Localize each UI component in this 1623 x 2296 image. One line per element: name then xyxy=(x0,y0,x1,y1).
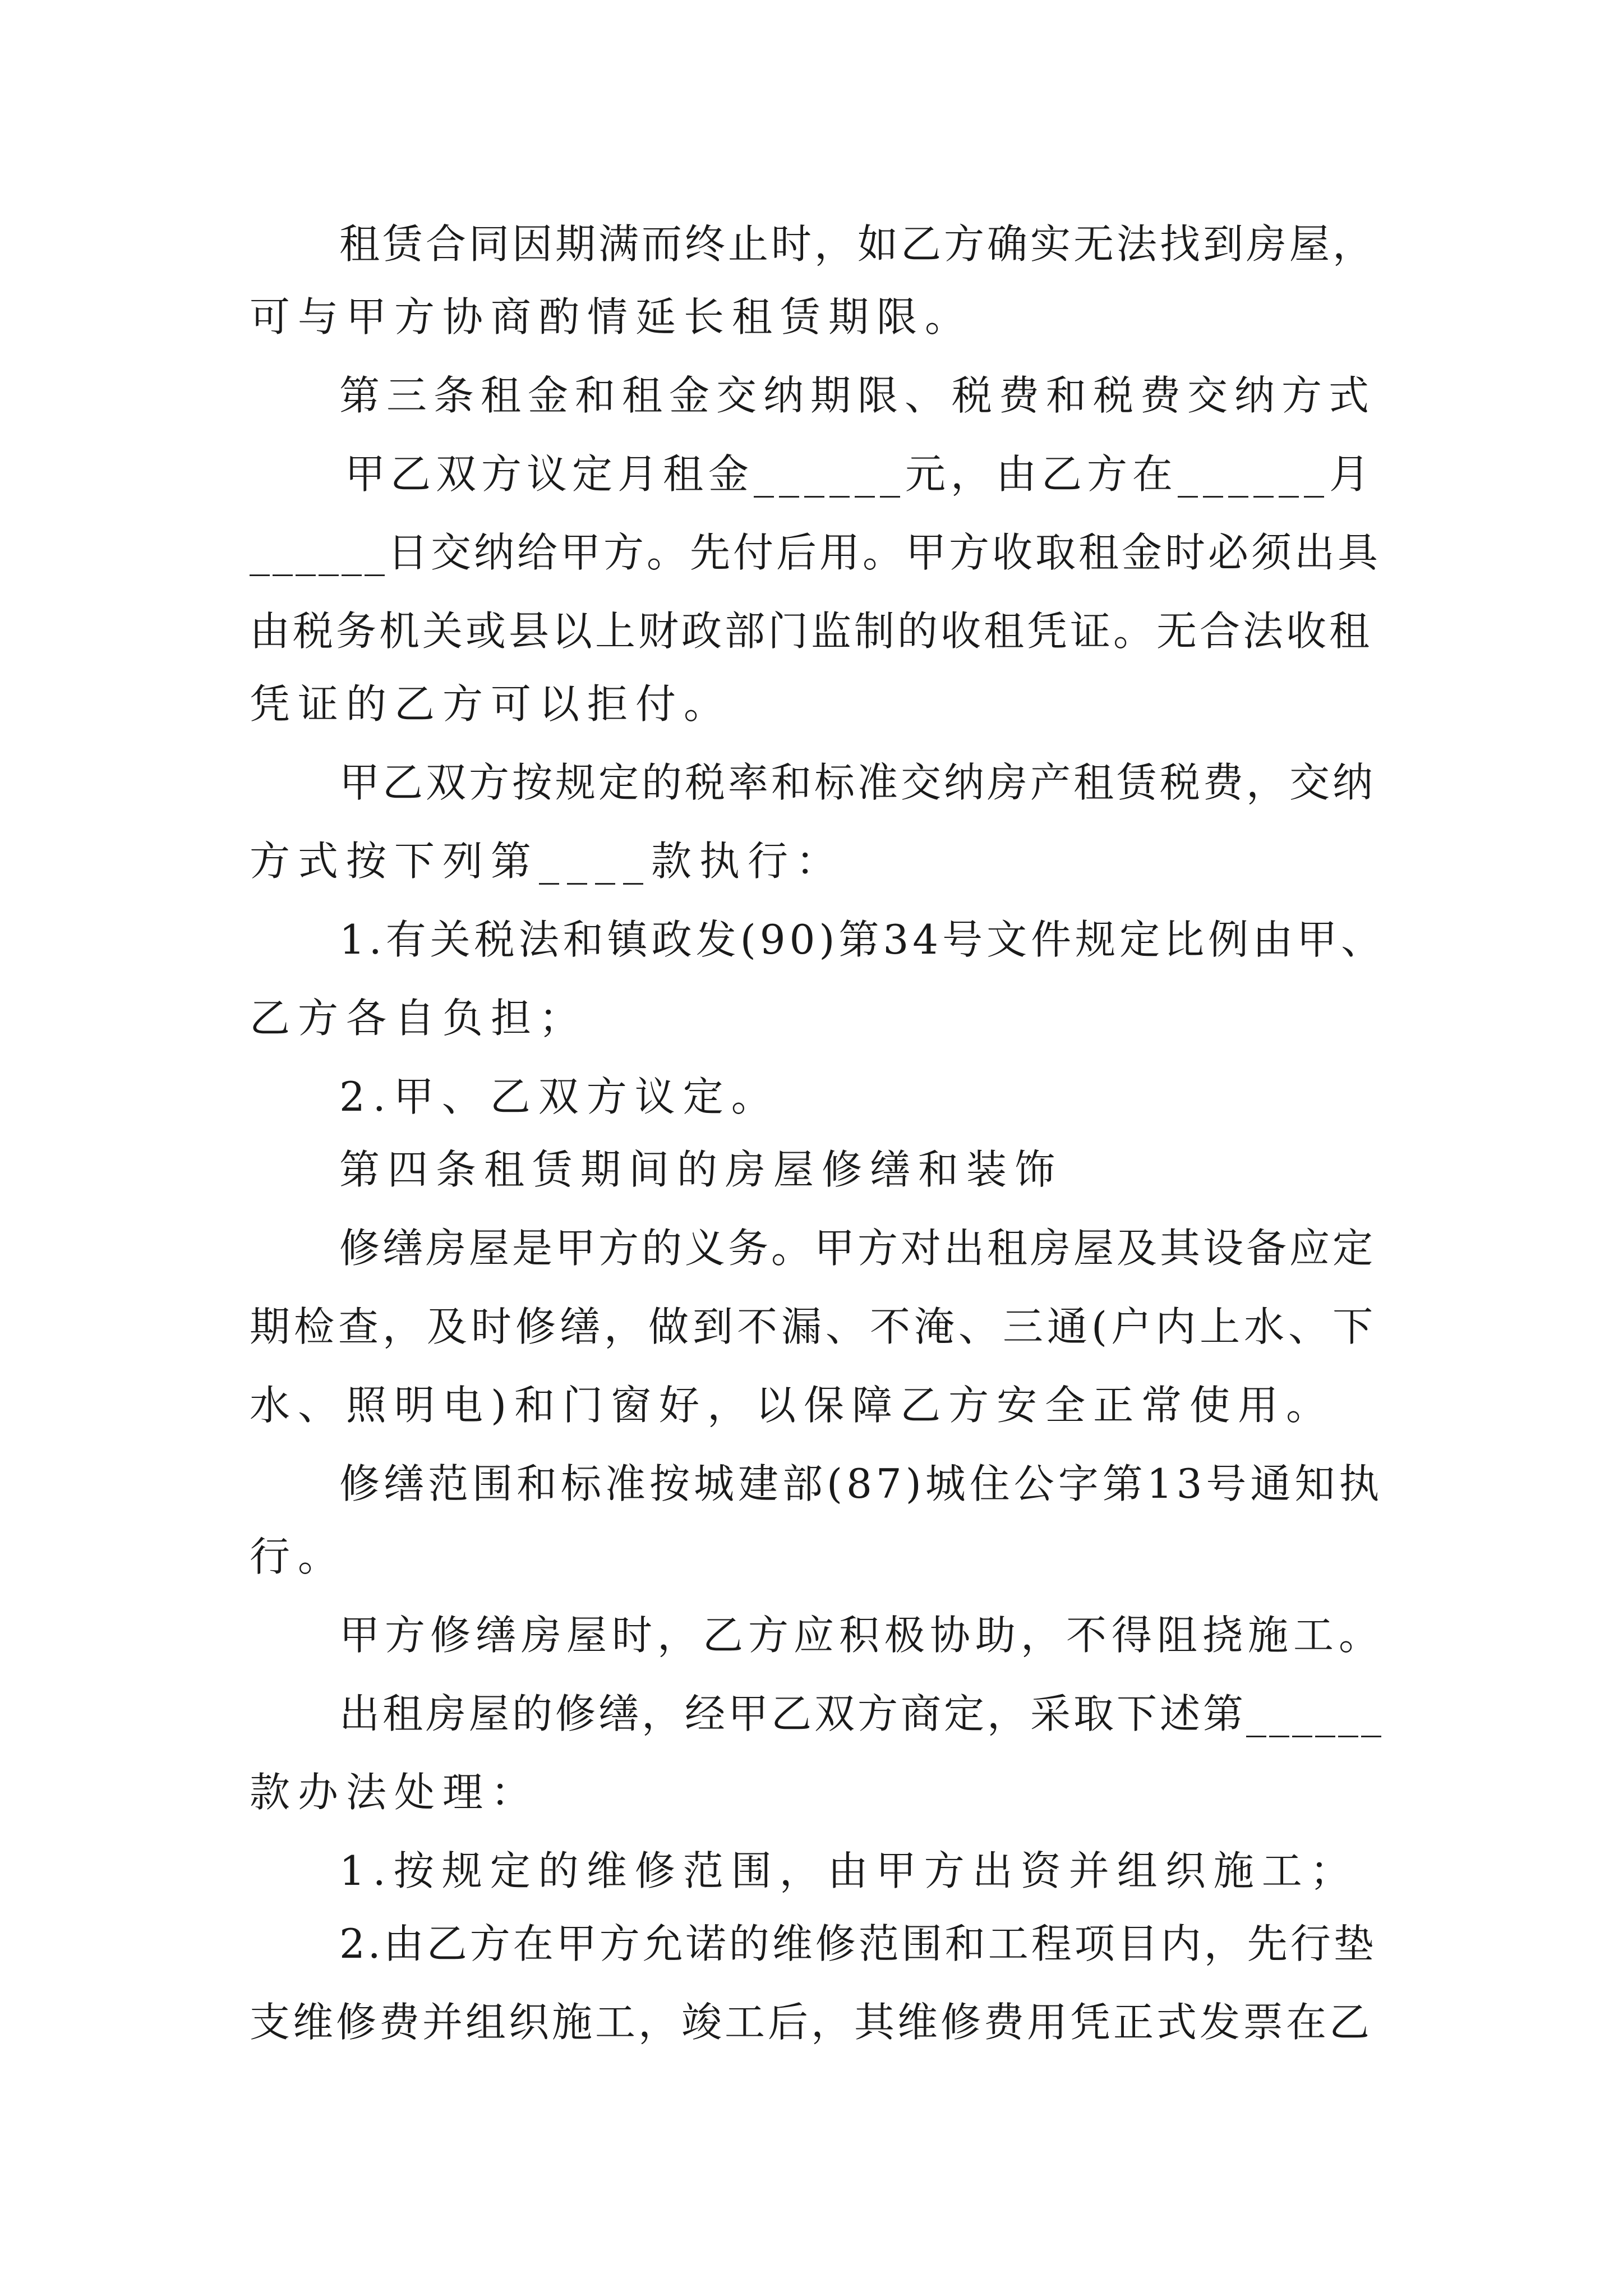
list-item-line: 乙方各自负担； xyxy=(250,995,588,1042)
paragraph-line: 甲方修缮房屋时，乙方应积极协助，不得阻挠施工。 xyxy=(339,1612,1385,1659)
list-item-line: 2.由乙方在甲方允诺的维修范围和工程项目内，先行垫 xyxy=(339,1920,1377,1967)
paragraph-line: 租赁合同因期满而终止时，如乙方确实无法找到房屋， xyxy=(339,220,1376,268)
list-item-line: 2.甲、乙双方议定。 xyxy=(339,1073,780,1120)
paragraph-line: 修缮房屋是甲方的义务。甲方对出租房屋及其设备应定 xyxy=(339,1225,1376,1272)
paragraph-line: 由税务机关或县以上财政部门监制的收租凭证。无合法收租 xyxy=(250,608,1373,655)
list-item-line: 1.有关税法和镇政发(90)第34号文件规定比例由甲、 xyxy=(339,916,1386,963)
paragraph-line: 修缮范围和标准按城建部(87)城住公字第13号通知执 xyxy=(339,1460,1384,1507)
paragraph-line: 行。 xyxy=(250,1533,347,1580)
list-item-line: 支维修费并组织施工，竣工后，其维修费用凭正式发票在乙 xyxy=(250,1999,1373,2046)
paragraph-line: 甲乙双方议定月租金______元，由乙方在______月 xyxy=(345,450,1375,498)
paragraph-line: 凭证的乙方可以拒付。 xyxy=(250,680,732,728)
paragraph-line: 期检查，及时修缮，做到不漏、不淹、三通(户内上水、下 xyxy=(250,1303,1377,1350)
paragraph-line: 方式按下列第____款执行： xyxy=(250,838,845,885)
paragraph-line: 水、照明电)和门窗好，以保障乙方安全正常使用。 xyxy=(250,1382,1335,1429)
list-item-line: 1.按规定的维修范围，由甲方出资并组织施工； xyxy=(339,1847,1358,1894)
section-heading: 第三条租金和租金交纳期限、税费和税费交纳方式 xyxy=(339,372,1376,419)
paragraph-line: 款办法处理： xyxy=(250,1769,540,1816)
paragraph-line: 甲乙双方按规定的税率和标准交纳房产租赁税费，交纳 xyxy=(339,759,1376,806)
paragraph-line: 可与甲方协商酌情延长租赁期限。 xyxy=(250,293,974,341)
paragraph-line: ______日交纳给甲方。先付后用。甲方收取租金时必须出具 xyxy=(250,529,1381,576)
section-heading: 第四条租赁期间的房屋修缮和装饰 xyxy=(339,1146,1063,1193)
paragraph-line: 出租房屋的修缮，经甲乙双方商定，采取下述第______ xyxy=(339,1690,1385,1737)
